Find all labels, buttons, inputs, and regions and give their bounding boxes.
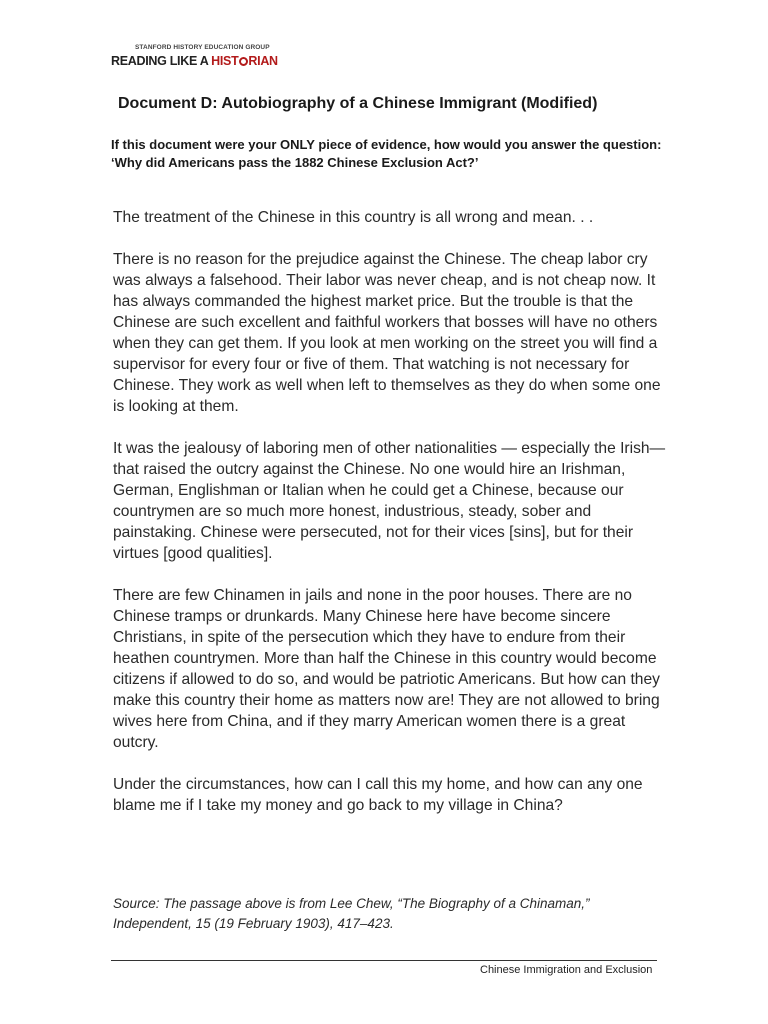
paragraph: It was the jealousy of laboring men of other nationalities — especially the Irish—that raised the outcry against the Chinese. No one would hire an Irishman, German, Englishman or Italian when he could get a Chinese, because our countrymen are so much more honest, industrious, steady, sober and painstaking. Chinese were persecuted, not for their vices [sins], but for their virtues [good qualities]. [113, 440, 666, 562]
document-title: Document D: Autobiography of a Chinese Immigrant (Modified) [118, 95, 598, 112]
paragraph: There is no reason for the prejudice against the Chinese. The cheap labor cry was always a falsehood. Their labor was never cheap, and is not cheap now. It has always commanded the highest market price. But the trouble is that the Chinese are such excellent and faithful workers that bosses will have no others when they can get them. If you look at men working on the street you will find a supervisor for every four or five of them. That watching is not necessary for Chinese. They work as well when left to themselves as they do when some one is looking at them. [113, 251, 661, 415]
logo-title-part1: READING LIKE A [111, 54, 212, 68]
logo-title-part3: RIAN [248, 54, 278, 68]
source-citation: Source: The passage above is from Lee Chew, “The Biography of a Chinaman,” Independent, 15 (19 February 1903), 417–423. [113, 896, 590, 931]
footer-divider [111, 960, 657, 961]
paragraph: Under the circumstances, how can I call this my home, and how can any one blame me if I take my money and go back to my village in China? [113, 776, 643, 814]
logo-title [111, 54, 278, 68]
footer-label: Chinese Immigration and Exclusion [480, 964, 653, 976]
guiding-question: If this document were your ONLY piece of evidence, how would you answer the question: ‘Why did Americans pass the 1882 Chinese Exclusion Act?’ [111, 137, 662, 170]
logo-subtitle: STANFORD HISTORY EDUCATION GROUP [135, 44, 270, 51]
paragraph: There are few Chinamen in jails and none in the poor houses. There are no Chinese tramps or drunkards. Many Chinese here have become sincere Christians, in spite of the persecution which they have to endure from their heathen countrymen. More than half the Chinese in this country would become citizens if allowed to do so, and would be patriotic Americans. But how can they make this country their home as matters now are! They are not allowed to bring wives here from China, and if they marry American women there is a great outcry. [113, 587, 660, 751]
paragraph: The treatment of the Chinese in this country is all wrong and mean. . . [113, 209, 594, 226]
document-body [113, 207, 669, 837]
logo [111, 44, 278, 68]
logo-o-mark-icon [239, 57, 248, 66]
logo-title-part2: HIST [211, 54, 239, 68]
